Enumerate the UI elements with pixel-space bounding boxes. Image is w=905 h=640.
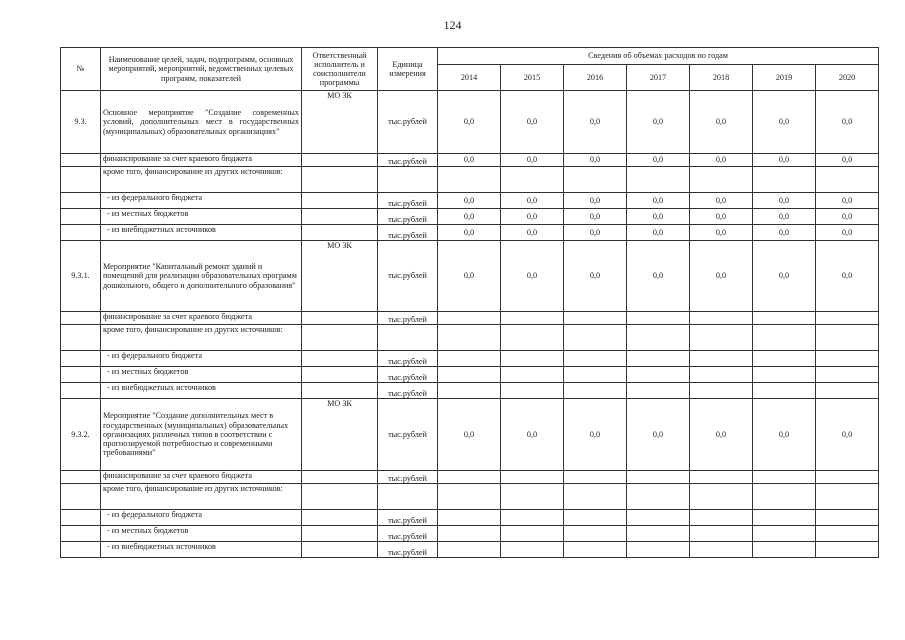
row-value (501, 471, 564, 484)
row-value (438, 383, 501, 399)
row-value: 0,0 (564, 399, 627, 471)
row-value (564, 351, 627, 367)
row-value (501, 542, 564, 558)
row-value: 0,0 (753, 241, 816, 312)
table-row (61, 471, 879, 484)
row-value (753, 325, 816, 351)
table-row (61, 225, 879, 241)
row-value (753, 367, 816, 383)
row-value (816, 167, 879, 193)
row-unit: тыс.рублей (378, 312, 438, 325)
row-responsible (302, 510, 378, 526)
row-unit: тыс.рублей (378, 91, 438, 154)
row-unit: тыс.рублей (378, 471, 438, 484)
row-value (627, 471, 690, 484)
row-value (690, 367, 753, 383)
row-name: Мероприятие "Создание дополнительных мест в государственных (муниципальных) образовательных организациях различных типов в соответствии с прогнозируемой потребностью и современными требованиями" (101, 399, 302, 471)
row-name: - из местных бюджетов (101, 526, 302, 542)
row-value: 0,0 (816, 209, 879, 225)
row-value (501, 351, 564, 367)
row-value: 0,0 (627, 225, 690, 241)
header-year: 2016 (564, 65, 627, 91)
row-unit: тыс.рублей (378, 154, 438, 167)
row-value: 0,0 (627, 209, 690, 225)
header-year: 2020 (816, 65, 879, 91)
row-name: - из федерального бюджета (101, 510, 302, 526)
row-value (627, 484, 690, 510)
row-value (816, 471, 879, 484)
row-unit (378, 484, 438, 510)
row-value: 0,0 (816, 225, 879, 241)
budget-table (60, 47, 879, 558)
row-unit: тыс.рублей (378, 367, 438, 383)
row-value (690, 526, 753, 542)
row-value: 0,0 (753, 209, 816, 225)
row-value (438, 484, 501, 510)
row-value (627, 367, 690, 383)
row-value (627, 542, 690, 558)
row-value: 0,0 (753, 225, 816, 241)
row-name: кроме того, финансирование из других источников: (101, 484, 302, 510)
row-value (438, 167, 501, 193)
row-number (61, 209, 101, 225)
row-value: 0,0 (501, 209, 564, 225)
row-value (816, 383, 879, 399)
row-unit (378, 167, 438, 193)
row-value: 0,0 (564, 209, 627, 225)
row-value (816, 484, 879, 510)
row-value (438, 325, 501, 351)
row-value (564, 367, 627, 383)
row-value (438, 526, 501, 542)
row-value (690, 542, 753, 558)
row-name: - из федерального бюджета (101, 351, 302, 367)
header-row (61, 48, 879, 65)
row-number (61, 383, 101, 399)
row-value (690, 484, 753, 510)
row-name: Мероприятие "Капитальный ремонт зданий и помещений для реализации образовательных программ дошкольного, общего и дополнительного образования" (101, 241, 302, 312)
row-number (61, 312, 101, 325)
row-value (690, 510, 753, 526)
table-row (61, 209, 879, 225)
row-value (501, 312, 564, 325)
row-value: 0,0 (438, 399, 501, 471)
row-responsible: МО ЗК (302, 241, 378, 312)
row-value: 0,0 (501, 91, 564, 154)
row-value: 0,0 (564, 154, 627, 167)
row-number (61, 325, 101, 351)
row-number: 9.3.2. (61, 399, 101, 471)
row-unit: тыс.рублей (378, 241, 438, 312)
row-value (438, 367, 501, 383)
table-row (61, 383, 879, 399)
table-row (61, 351, 879, 367)
row-responsible (302, 471, 378, 484)
row-responsible: МО ЗК (302, 399, 378, 471)
row-value: 0,0 (438, 154, 501, 167)
row-value (501, 510, 564, 526)
row-value (438, 312, 501, 325)
row-unit: тыс.рублей (378, 351, 438, 367)
row-number (61, 167, 101, 193)
page-number: 124 (443, 18, 462, 32)
row-number (61, 510, 101, 526)
row-value: 0,0 (816, 91, 879, 154)
row-value: 0,0 (501, 241, 564, 312)
row-value (690, 312, 753, 325)
row-number (61, 351, 101, 367)
row-value: 0,0 (627, 193, 690, 209)
row-value (690, 471, 753, 484)
row-value (816, 542, 879, 558)
row-value: 0,0 (438, 241, 501, 312)
row-value (438, 510, 501, 526)
row-value: 0,0 (690, 225, 753, 241)
row-value (816, 510, 879, 526)
row-value (564, 526, 627, 542)
header-year: 2017 (627, 65, 690, 91)
row-value (690, 351, 753, 367)
row-value: 0,0 (690, 193, 753, 209)
row-value: 0,0 (438, 209, 501, 225)
row-value (816, 351, 879, 367)
row-value: 0,0 (501, 225, 564, 241)
row-value (690, 325, 753, 351)
row-value (564, 484, 627, 510)
table-row (61, 193, 879, 209)
row-name: финансирование за счет краевого бюджета (101, 312, 302, 325)
row-value: 0,0 (501, 193, 564, 209)
row-value (753, 526, 816, 542)
row-value (753, 471, 816, 484)
row-value (816, 367, 879, 383)
row-name: финансирование за счет краевого бюджета (101, 154, 302, 167)
row-value (501, 484, 564, 510)
row-value (501, 383, 564, 399)
row-value (501, 526, 564, 542)
row-name: - из местных бюджетов (101, 367, 302, 383)
row-name: - из внебюджетных источников (101, 542, 302, 558)
row-value (627, 351, 690, 367)
table-row (61, 325, 879, 351)
header-name: Наименование целей, задач, подпрограмм, основных мероприятий, мероприятий, ведомственных целевых программ, показателей (101, 48, 302, 91)
row-value: 0,0 (690, 399, 753, 471)
header-year: 2019 (753, 65, 816, 91)
row-value (690, 167, 753, 193)
table-row (61, 154, 879, 167)
row-value (627, 383, 690, 399)
row-unit: тыс.рублей (378, 510, 438, 526)
row-number (61, 484, 101, 510)
row-responsible (302, 484, 378, 510)
row-name: кроме того, финансирование из других источников: (101, 325, 302, 351)
row-value: 0,0 (753, 193, 816, 209)
row-number: 9.3. (61, 91, 101, 154)
row-value: 0,0 (501, 154, 564, 167)
row-unit: тыс.рублей (378, 399, 438, 471)
row-value (753, 167, 816, 193)
row-value: 0,0 (816, 193, 879, 209)
row-name: Основное мероприятие "Создание современных условий, дополнительных мест в государственных (муниципальных) образовательных организациях" (101, 91, 302, 154)
row-value (816, 312, 879, 325)
row-value (438, 351, 501, 367)
row-value (753, 383, 816, 399)
row-value: 0,0 (690, 241, 753, 312)
row-value: 0,0 (816, 154, 879, 167)
row-name: - из внебюджетных источников (101, 225, 302, 241)
table-row (61, 312, 879, 325)
row-unit: тыс.рублей (378, 225, 438, 241)
row-value (564, 510, 627, 526)
row-responsible (302, 312, 378, 325)
table-row (61, 241, 879, 312)
row-unit: тыс.рублей (378, 542, 438, 558)
row-name: финансирование за счет краевого бюджета (101, 471, 302, 484)
row-value (753, 510, 816, 526)
row-responsible (302, 367, 378, 383)
header-year: 2014 (438, 65, 501, 91)
row-unit: тыс.рублей (378, 383, 438, 399)
row-value (816, 526, 879, 542)
table-row (61, 542, 879, 558)
row-value: 0,0 (438, 193, 501, 209)
row-value (816, 325, 879, 351)
row-value (564, 312, 627, 325)
row-value: 0,0 (627, 399, 690, 471)
row-value: 0,0 (501, 399, 564, 471)
row-number (61, 526, 101, 542)
row-value (627, 510, 690, 526)
row-responsible (302, 542, 378, 558)
header-year: 2018 (690, 65, 753, 91)
row-number (61, 471, 101, 484)
row-value (564, 471, 627, 484)
row-responsible (302, 526, 378, 542)
row-responsible (302, 225, 378, 241)
row-value: 0,0 (816, 241, 879, 312)
table-body (61, 91, 879, 558)
header-responsible: Ответственный исполнитель и соисполнители программы (302, 48, 378, 91)
row-number (61, 225, 101, 241)
header-year: 2015 (501, 65, 564, 91)
row-unit (378, 325, 438, 351)
row-value (627, 526, 690, 542)
row-value: 0,0 (564, 193, 627, 209)
row-value (501, 367, 564, 383)
header-unit: Единица измерения (378, 48, 438, 91)
table-row (61, 367, 879, 383)
row-responsible (302, 383, 378, 399)
row-responsible (302, 193, 378, 209)
row-value (438, 471, 501, 484)
row-value (627, 325, 690, 351)
row-value (627, 312, 690, 325)
row-unit: тыс.рублей (378, 209, 438, 225)
table-row (61, 91, 879, 154)
row-number (61, 154, 101, 167)
row-unit: тыс.рублей (378, 526, 438, 542)
row-unit: тыс.рублей (378, 193, 438, 209)
table-row (61, 167, 879, 193)
row-value (753, 312, 816, 325)
row-value: 0,0 (690, 154, 753, 167)
row-responsible (302, 351, 378, 367)
row-value (690, 383, 753, 399)
row-number (61, 542, 101, 558)
row-value: 0,0 (627, 91, 690, 154)
row-name: - из федерального бюджета (101, 193, 302, 209)
row-value: 0,0 (564, 225, 627, 241)
row-value (564, 383, 627, 399)
row-number (61, 367, 101, 383)
row-number: 9.3.1. (61, 241, 101, 312)
table-row (61, 510, 879, 526)
row-responsible (302, 167, 378, 193)
row-value (753, 484, 816, 510)
row-value: 0,0 (627, 154, 690, 167)
row-name: кроме того, финансирование из других источников: (101, 167, 302, 193)
header-num: № (61, 48, 101, 91)
table-row (61, 484, 879, 510)
row-value: 0,0 (438, 225, 501, 241)
row-value (627, 167, 690, 193)
table-row (61, 399, 879, 471)
header-expenses: Сведения об объемах расходов по годам (438, 48, 879, 65)
row-responsible (302, 209, 378, 225)
row-number (61, 193, 101, 209)
row-value: 0,0 (690, 91, 753, 154)
row-responsible (302, 154, 378, 167)
row-value: 0,0 (564, 241, 627, 312)
row-value (753, 351, 816, 367)
row-value: 0,0 (753, 399, 816, 471)
row-responsible: МО ЗК (302, 91, 378, 154)
row-name: - из внебюджетных источников (101, 383, 302, 399)
row-value: 0,0 (753, 154, 816, 167)
row-value (564, 542, 627, 558)
row-value (501, 167, 564, 193)
row-value (501, 325, 564, 351)
row-value: 0,0 (627, 241, 690, 312)
row-name: - из местных бюджетов (101, 209, 302, 225)
row-value: 0,0 (816, 399, 879, 471)
table-row (61, 526, 879, 542)
row-value (753, 542, 816, 558)
row-value: 0,0 (753, 91, 816, 154)
row-value (564, 167, 627, 193)
row-value (438, 542, 501, 558)
row-value: 0,0 (690, 209, 753, 225)
row-value (564, 325, 627, 351)
row-value: 0,0 (438, 91, 501, 154)
row-responsible (302, 325, 378, 351)
row-value: 0,0 (564, 91, 627, 154)
